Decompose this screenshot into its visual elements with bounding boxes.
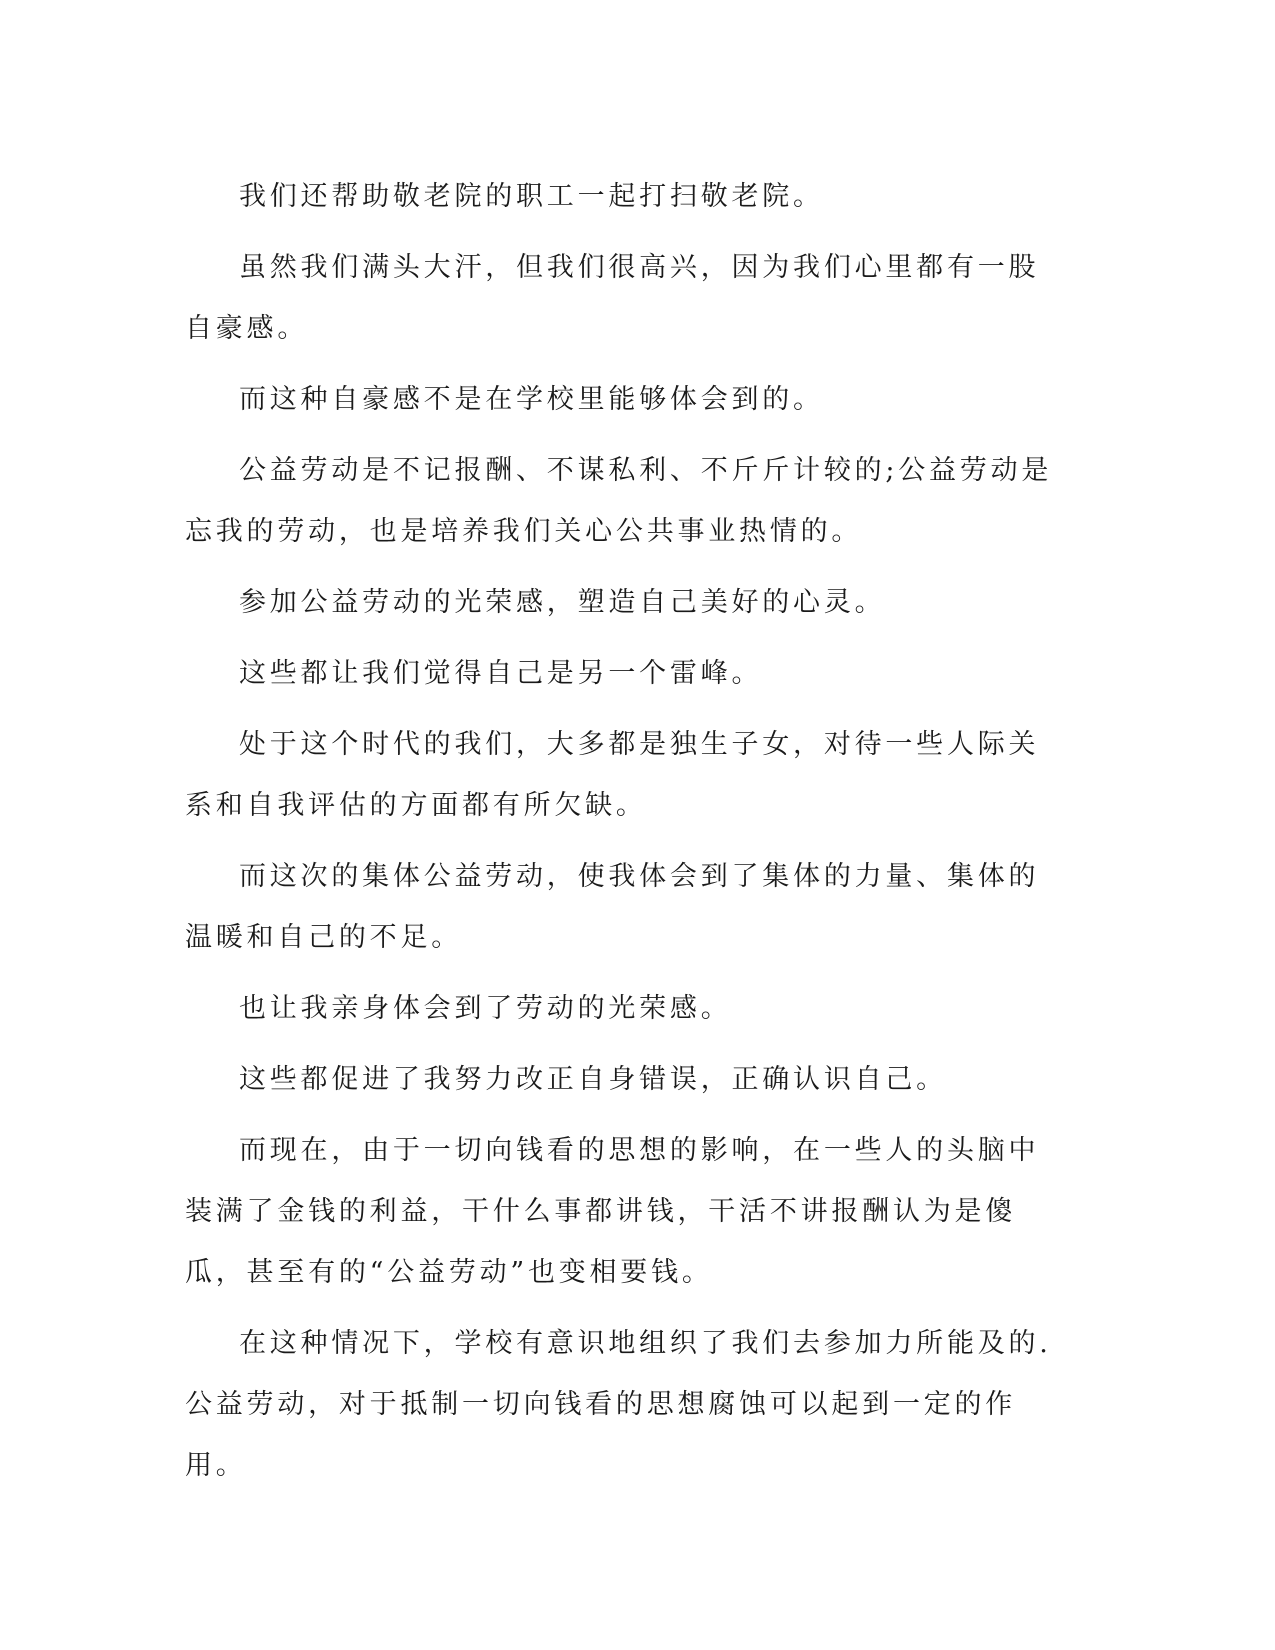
paragraph-2: 虽然我们满头大汗，但我们很高兴，因为我们心里都有一股自豪感。: [185, 252, 1040, 344]
paragraph-8: 而这次的集体公益劳动，使我体会到了集体的力量、集体的温暖和自己的不足。: [185, 861, 1040, 953]
paragraph-1: 我们还帮助敬老院的职工一起打扫敬老院。: [239, 181, 824, 212]
paragraph-6: 这些都让我们觉得自己是另一个雷峰。: [239, 658, 763, 689]
paragraph-9: 也让我亲身体会到了劳动的光荣感。: [239, 993, 732, 1024]
paragraph-11: 而现在，由于一切向钱看的思想的影响，在一些人的头脑中装满了金钱的利益，干什么事都讲钱，干活不讲报酬认为是傻瓜，甚至有的“公益劳动”也变相要钱。: [185, 1135, 1040, 1288]
paragraph-10: 这些都促进了我努力改正自身错误，正确认识自己。: [239, 1064, 947, 1095]
paragraph-4: 公益劳动是不记报酬、不谋私利、不斤斤计较的;公益劳动是忘我的劳动，也是培养我们关心公共事业热情的。: [185, 455, 1053, 547]
paragraph-3: 而这种自豪感不是在学校里能够体会到的。: [239, 384, 824, 415]
document-body: [185, 166, 1065, 1506]
paragraph-7: 处于这个时代的我们，大多都是独生子女，对待一些人际关系和自我评估的方面都有所欠缺。: [185, 729, 1040, 821]
paragraph-12: 在这种情况下，学校有意识地组织了我们去参加力所能及的.公益劳动，对于抵制一切向钱看的思想腐蚀可以起到一定的作用。: [185, 1328, 1052, 1481]
paragraph-5: 参加公益劳动的光荣感，塑造自己美好的心灵。: [239, 587, 886, 618]
